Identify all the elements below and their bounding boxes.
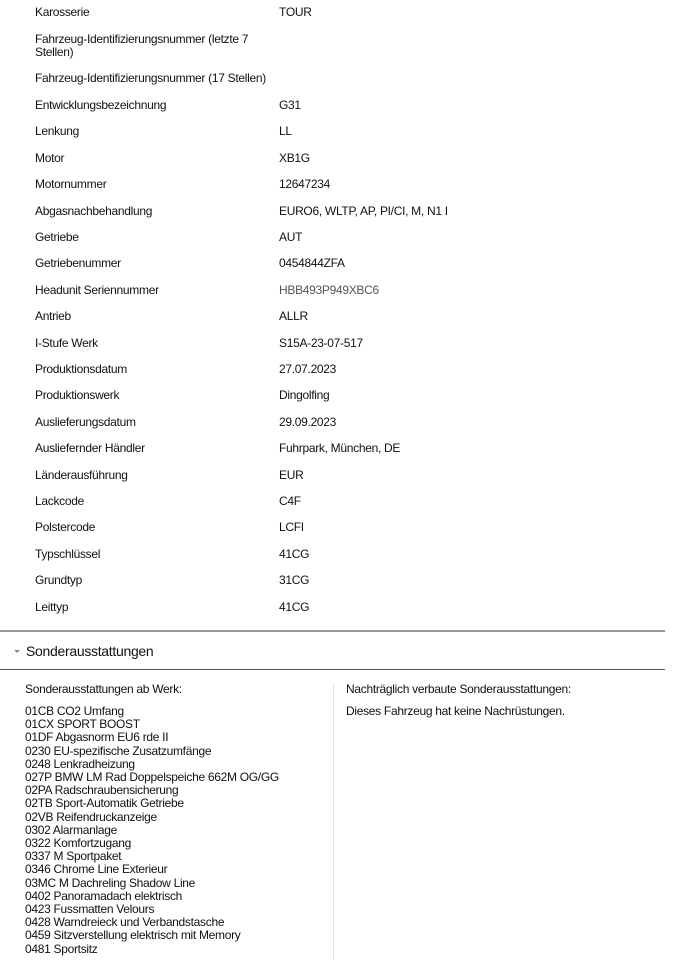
factory-option-item: 0337 M Sportpaket	[25, 849, 122, 864]
spec-value: Fuhrpark, München, DE	[279, 441, 401, 456]
factory-option-item: 0230 EU-spezifische Zusatzumfänge	[25, 743, 212, 758]
column-divider	[333, 683, 334, 960]
factory-options-column	[25, 683, 333, 956]
factory-option-item: 02PA Radschraubensicherung	[25, 783, 179, 798]
spec-label: Motornummer	[35, 177, 107, 192]
factory-option-item: 0248 Lenkradheizung	[25, 756, 135, 771]
factory-option-item: 0423 Fussmatten Velours	[25, 902, 155, 917]
spec-value: 41CG	[279, 546, 310, 561]
spec-label: Länderausführung	[35, 467, 128, 482]
spec-value: G31	[279, 98, 301, 112]
factory-option-item: 0481 Sportsitz	[25, 941, 98, 956]
spec-label: Lenkung	[35, 124, 79, 139]
spec-value: 12647234	[279, 177, 330, 192]
spec-label: I-Stufe Werk	[35, 335, 98, 350]
factory-option-item: 03MC M Dachreling Shadow Line	[25, 875, 196, 890]
spec-value: 31CG	[279, 573, 310, 588]
spec-value: ALLR	[279, 309, 308, 324]
spec-label: Getriebe	[35, 230, 79, 244]
spec-value: EURO6, WLTP, AP, PI/CI, M, N1 I	[279, 203, 448, 218]
factory-option-item: 02TB Sport-Automatik Getriebe	[25, 796, 184, 811]
spec-value: XB1G	[279, 150, 310, 165]
spec-label: Ausliefernder Händler	[35, 441, 145, 456]
spec-label: Auslieferungsdatum	[35, 414, 136, 429]
spec-value: LCFI	[279, 520, 304, 535]
spec-label: Leittyp	[35, 599, 69, 614]
spec-label: Antrieb	[35, 309, 71, 324]
spec-value: HBB493P949XBC6	[279, 282, 379, 297]
spec-label: Grundtyp	[35, 573, 82, 588]
spec-label: Produktionswerk	[35, 388, 120, 403]
factory-option-item: 01CX SPORT BOOST	[25, 717, 140, 732]
section-title: Sonderausstattungen	[26, 643, 154, 659]
factory-option-item: 027P BMW LM Rad Doppelspeiche 662M OG/GG	[25, 770, 279, 785]
factory-option-item: 0402 Panoramadach elektrisch	[25, 888, 183, 903]
spec-value: TOUR	[279, 5, 312, 19]
spec-value: AUT	[279, 230, 303, 244]
retrofit-options-text: Dieses Fahrzeug hat keine Nachrüstungen.	[346, 704, 565, 718]
factory-option-item: 01DF Abgasnorm EU6 rde II	[25, 730, 169, 745]
spec-label: Motor	[35, 150, 65, 165]
spec-label: Getriebenummer	[35, 256, 121, 271]
factory-option-item: 0346 Chrome Line Exterieur	[25, 862, 168, 877]
factory-option-item: 01CB CO2 Umfang	[25, 704, 124, 718]
factory-option-item: 0302 Alarmanlage	[25, 822, 117, 837]
spec-label: Headunit Seriennummer	[35, 282, 159, 297]
retrofit-options-column	[346, 683, 571, 718]
factory-options-heading: Sonderausstattungen ab Werk:	[25, 682, 182, 696]
caret-down-icon	[14, 650, 20, 653]
spec-value: C4F	[279, 494, 301, 508]
spec-value: 27.07.2023	[279, 362, 337, 376]
spec-label: Typschlüssel	[35, 546, 101, 561]
spec-value: 29.09.2023	[279, 414, 337, 429]
spec-label: Polstercode	[35, 520, 96, 535]
spec-value: Dingolfing	[279, 388, 330, 403]
factory-option-item: 0322 Komfortzugang	[25, 836, 132, 851]
spec-value: EUR	[279, 467, 304, 482]
factory-option-item: 0459 Sitzverstellung elektrisch mit Memory	[25, 928, 241, 943]
divider	[0, 630, 665, 632]
spec-value: 0454844ZFA	[279, 256, 345, 271]
spec-label: Fahrzeug-Identifizierungsnummer (letzte 7 Stellen)	[35, 32, 249, 59]
spec-label: Lackcode	[35, 494, 84, 508]
spec-value: 41CG	[279, 599, 310, 614]
spec-label: Fahrzeug-Identifizierungsnummer (17 Stellen)	[35, 71, 266, 85]
factory-option-item: 02VB Reifendruckanzeige	[25, 809, 157, 824]
retrofit-options-heading: Nachträglich verbaute Sonderausstattungen:	[346, 682, 571, 696]
spec-label: Produktionsdatum	[35, 362, 127, 376]
spec-label: Karosserie	[35, 5, 90, 19]
spec-label: Abgasnachbehandlung	[35, 203, 153, 218]
divider	[0, 669, 665, 670]
factory-options-list	[25, 705, 333, 956]
factory-option-item: 0428 Warndreieck und Verbandstasche	[25, 915, 225, 930]
section-toggle-sonderausstattungen[interactable]	[14, 643, 153, 659]
spec-value: LL	[279, 124, 292, 139]
spec-label: Entwicklungsbezeichnung	[35, 98, 167, 112]
spec-value: S15A-23-07-517	[279, 335, 363, 350]
